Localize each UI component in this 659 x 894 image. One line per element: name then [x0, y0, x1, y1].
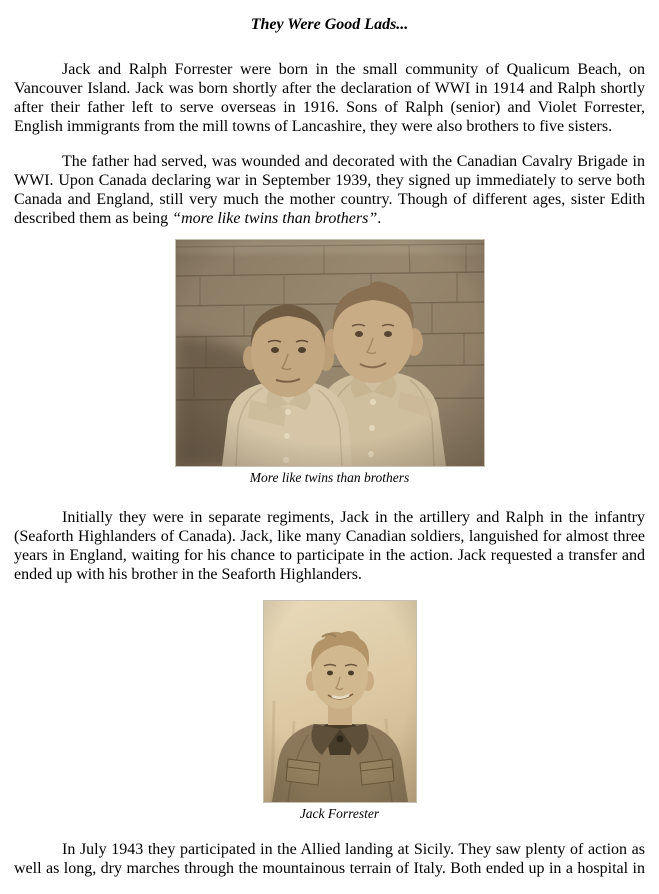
- jack-portrait-illustration: [264, 601, 416, 802]
- paragraph-father: [14, 152, 645, 228]
- jack-photo-image: [263, 600, 417, 803]
- paragraph-sicily: In July 1943 they participated in the Allied landing at Sicily. They saw plenty of action as well as long, dry marches through the mountainous terrain of Italy. Both ended up in a hospital in: [14, 841, 645, 877]
- paragraph-father-text: The father had served, was wounded and decorated with the Canadian Cavalry Brigade in WWI. Upon Canada declaring war in September 1939, they signed up immediately to serve both Canada and England, still very much the mother country. Though of different ages, sister Edith described them as being: [14, 153, 645, 227]
- brothers-photo-illustration: [176, 240, 484, 466]
- paragraph-father-period: .: [377, 210, 382, 227]
- photo-figure-jack: [24, 600, 655, 822]
- photo-figure-brothers: [14, 239, 645, 486]
- jack-photo-caption: Jack Forrester: [299, 806, 380, 821]
- edith-quote: “more like twins than brothers”: [172, 210, 378, 227]
- brothers-photo-image: [175, 239, 485, 467]
- brothers-photo-caption: More like twins than brothers: [249, 470, 410, 485]
- paragraph-regiments: Initially they were in separate regiments, Jack in the artillery and Ralph in the infantry (Seaforth Highlanders of Canada). Jack, like many Canadian soldiers, languished for almost three years in England, waiting for his chance to participate in the action. Jack requested a transfer and ended up with his brother in the Seaforth Highlanders.: [14, 509, 645, 583]
- page-title: They Were Good Lads...: [250, 16, 409, 33]
- paragraph-birth: Jack and Ralph Forrester were born in the small community of Qualicum Beach, on Vancouver Island. Jack was born shortly after the declaration of WWI in 1914 and Ralph shortly after their father left to serve overseas in 1916. Sons of Ralph (senior) and Violet Forrester, English immigrants from the mill towns of Lancashire, they were also brothers to five sisters.: [14, 61, 645, 135]
